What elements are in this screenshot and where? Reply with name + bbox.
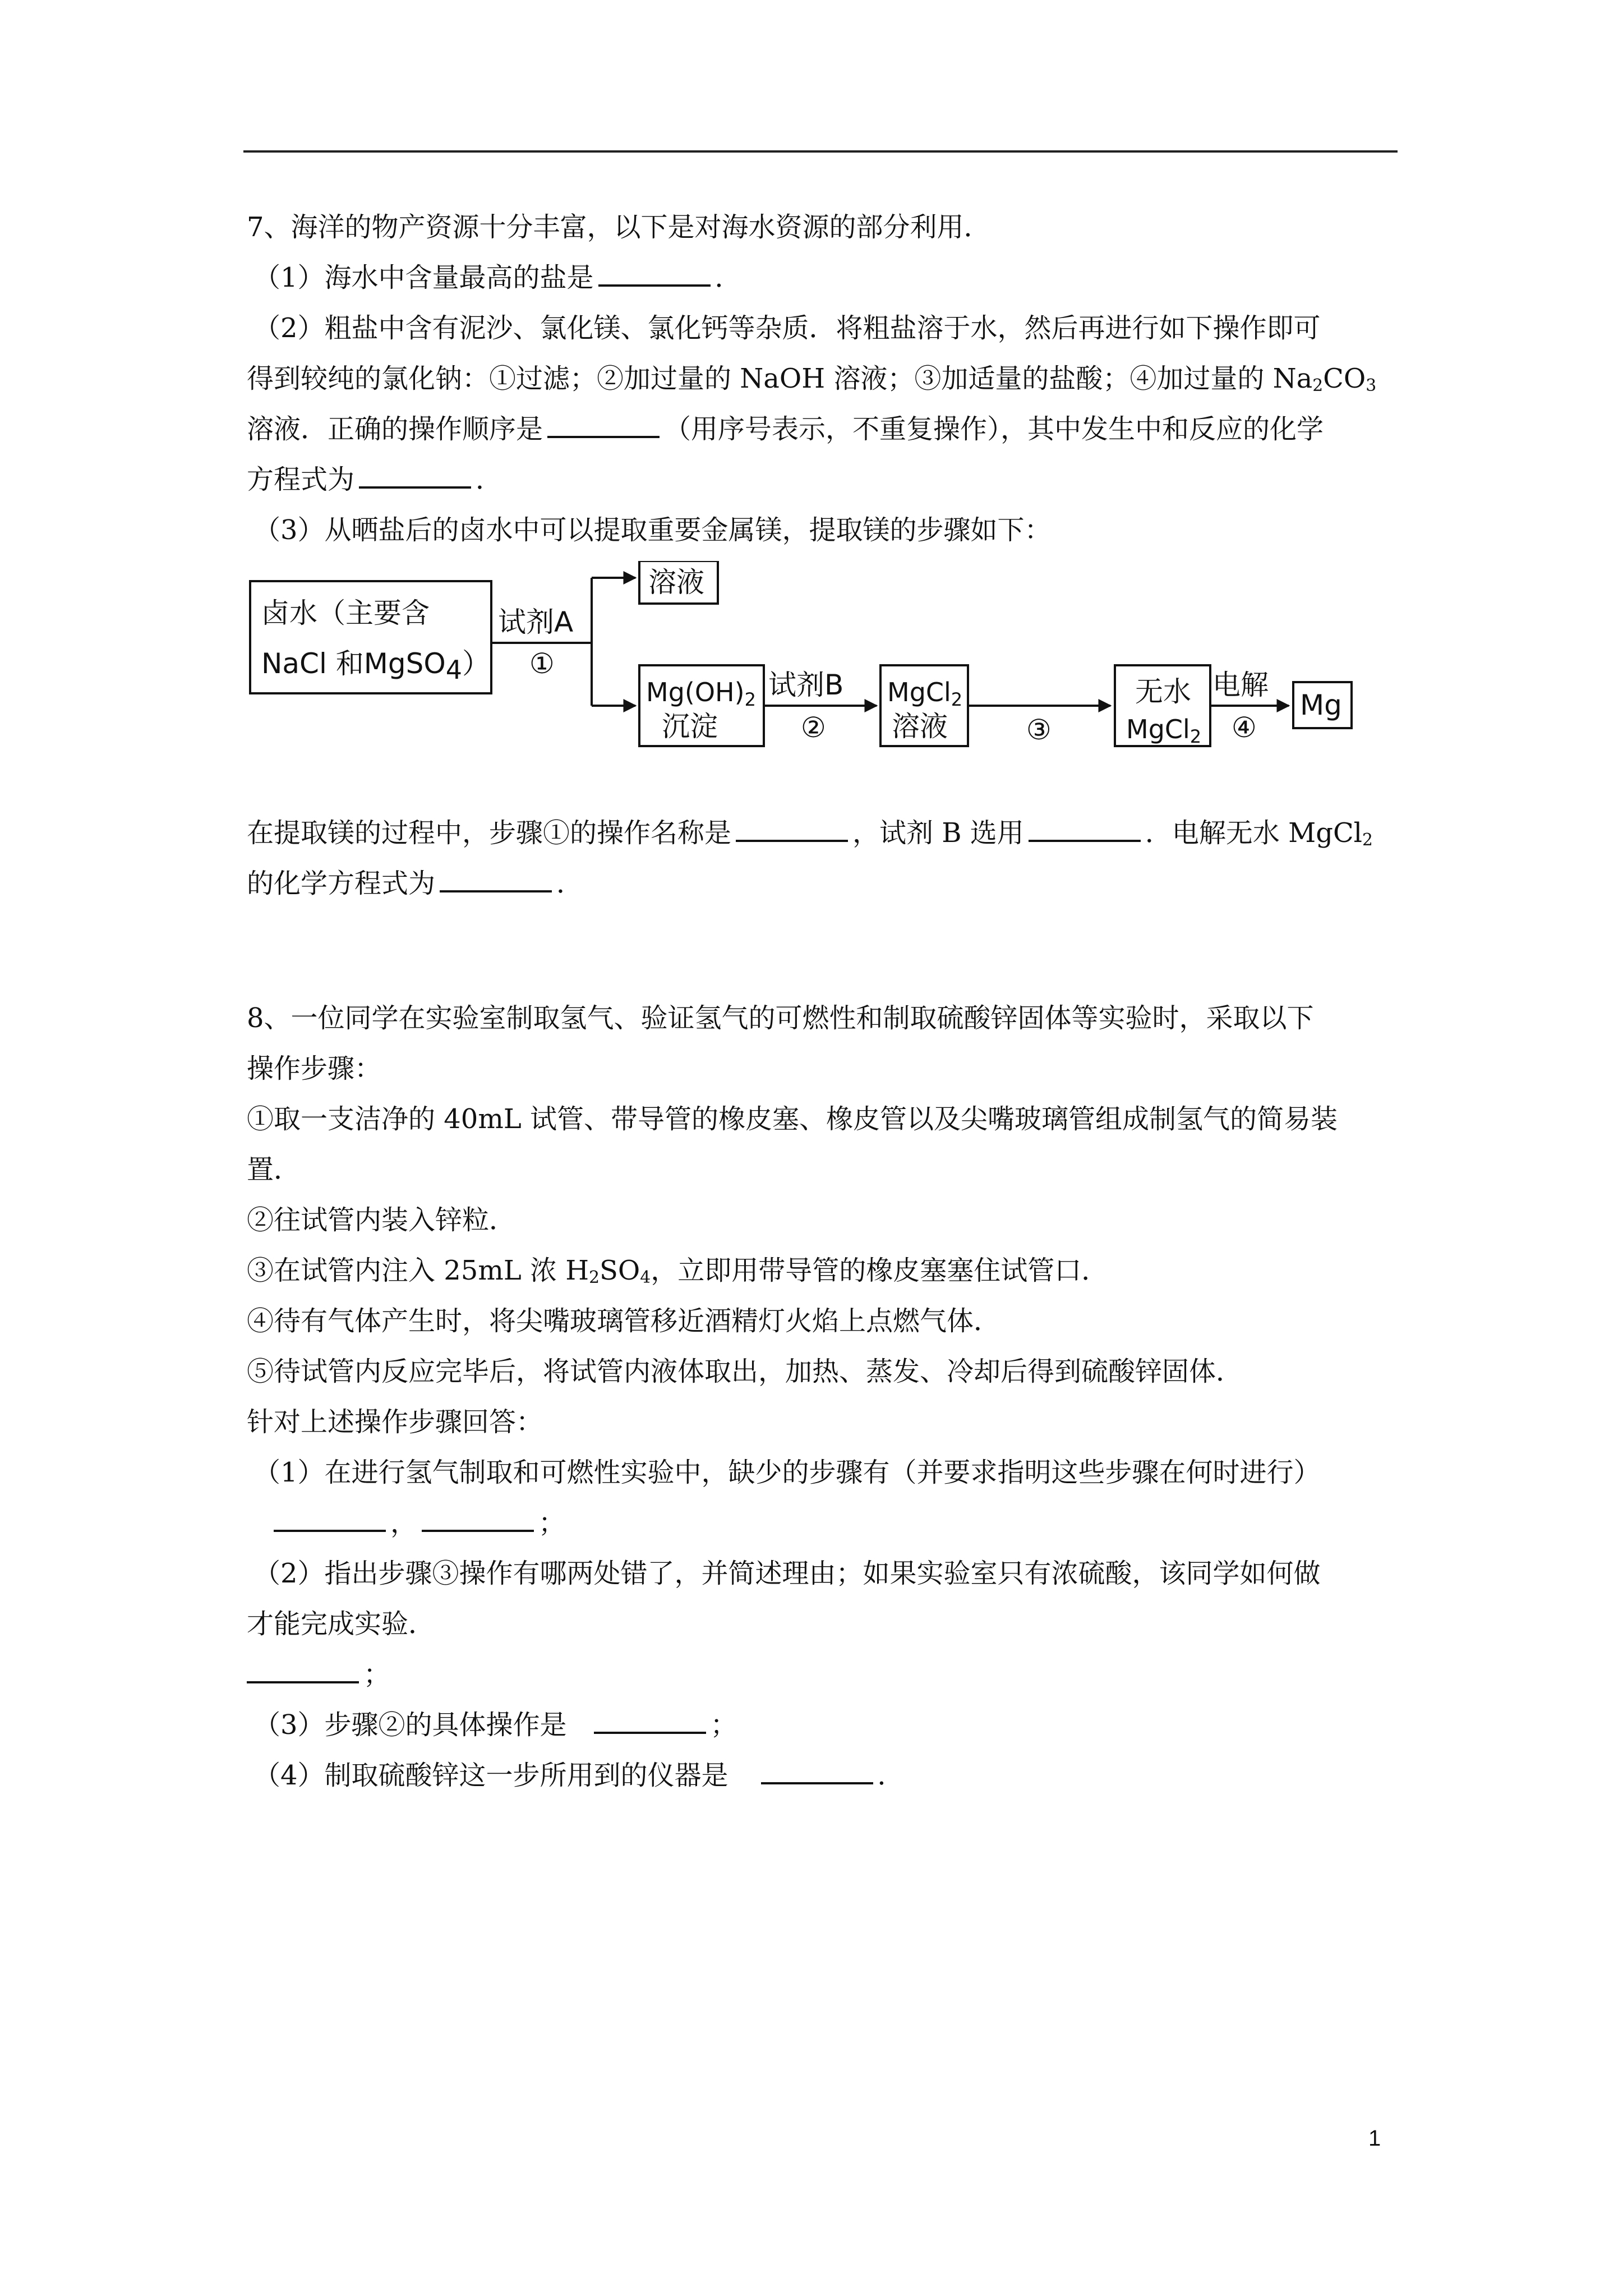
answer-blank[interactable] xyxy=(598,259,711,287)
reagent-b-label: 试剂B xyxy=(768,669,844,701)
anhydrous-mgcl2-label: MgCl2 xyxy=(1126,714,1202,747)
brine-label-line1: 卤水（主要含 xyxy=(261,597,430,629)
q8-step5: ⑤待试管内反应完毕后，将试管内液体取出，加热、蒸发、冷却后得到硫酸锌固体． xyxy=(247,1356,1243,1387)
answer-blank[interactable] xyxy=(274,1504,386,1532)
page-number: 1 xyxy=(1368,2126,1381,2151)
q7-stem: 7、海洋的物产资源十分丰富，以下是对海水资源的部分利用． xyxy=(247,211,991,243)
electrolysis-label: 电解 xyxy=(1212,669,1269,701)
header-rule xyxy=(243,150,1398,153)
q7-part2-line1: （2）粗盐中含有泥沙、氯化镁、氯化钙等杂质．将粗盐溶于水，然后再进行如下操作即可 xyxy=(253,312,1321,344)
q8-answer4: （4）制取硫酸锌这一步所用到的仪器是 ． xyxy=(247,1750,1398,1801)
brine-label-line2: NaCl 和MgSO4） xyxy=(261,647,490,685)
magnesium-extraction-flowchart xyxy=(247,561,1398,808)
q8-step1-line1: ①取一支洁净的 40mL 试管、带导管的橡皮塞、橡皮管以及尖嘴玻璃管组成制氢气的简易装 xyxy=(247,1103,1338,1135)
solution-label: 溶液 xyxy=(648,566,704,599)
precipitate-label: 沉淀 xyxy=(662,710,718,743)
step-3-label: ③ xyxy=(1026,714,1052,746)
mgcl2-solution-label: 溶液 xyxy=(892,710,948,743)
answer-blank[interactable] xyxy=(1029,814,1141,842)
document-body xyxy=(247,202,1398,1801)
q8-answer1-line1: （1）在进行氢气制取和可燃性实验中，缺少的步骤有（并要求指明这些步骤在何时进行） xyxy=(253,1457,1321,1488)
q7-part4-line1: 在提取镁的过程中，步骤①的操作名称是 ，试剂 B 选用 ．电解无水 MgCl$_2$ xyxy=(247,808,1398,858)
q8-step4: ④待有气体产生时，将尖嘴玻璃管移近酒精灯火焰上点燃气体． xyxy=(247,1305,1001,1337)
q8-stem-line2: 操作步骤： xyxy=(247,1053,382,1084)
answer-blank[interactable] xyxy=(736,814,848,842)
q7-part2-line4: 方程式为 ． xyxy=(247,454,1398,505)
answer-blank[interactable] xyxy=(359,461,471,489)
q8-answer2-line2: 才能完成实验． xyxy=(247,1608,436,1640)
q7-part1: （1）海水中含量最高的盐是 ． xyxy=(247,252,1398,303)
q8-step1-line2: 置． xyxy=(247,1154,301,1185)
q7-part3: （3）从晒盐后的卤水中可以提取重要金属镁，提取镁的步骤如下： xyxy=(253,514,1052,546)
answer-blank[interactable] xyxy=(547,410,660,438)
q8-intro: 针对上述操作步骤回答： xyxy=(247,1406,543,1438)
answer-blank[interactable] xyxy=(247,1655,359,1683)
step-4-label: ④ xyxy=(1232,711,1257,744)
q8-stem-line1: 8、一位同学在实验室制取氢气、验证氢气的可燃性和制取硫酸锌固体等实验时，采取以下 xyxy=(247,1002,1314,1034)
mg-label: Mg xyxy=(1300,689,1342,721)
q8-answer1-line2: ， ； xyxy=(247,1498,1398,1548)
q7-part2-line2: 得到较纯的氯化钠：①过滤；②加过量的 NaOH 溶液；③加适量的盐酸；④加过量的 $Na_2CO_3$ xyxy=(247,363,1377,395)
mgcl2-label: MgCl2 xyxy=(887,677,963,710)
step-1-label: ① xyxy=(529,647,555,680)
q8-step2: ②往试管内装入锌粒． xyxy=(247,1204,517,1236)
step-2-label: ② xyxy=(801,711,826,744)
q8-answer2-line1: （2）指出步骤③操作有哪两处错了，并简述理由；如果实验室只有浓硫酸，该同学如何做 xyxy=(253,1558,1321,1589)
answer-blank[interactable] xyxy=(761,1756,873,1784)
q8-answer3: （3）步骤②的具体操作是 ； xyxy=(247,1700,1398,1750)
q7-part2-line3: 溶液．正确的操作顺序是 （用序号表示，不重复操作），其中发生中和反应的化学 xyxy=(247,404,1398,454)
mgoh2-label: Mg(OH)2 xyxy=(646,677,756,710)
q8-answer2-line3: ； xyxy=(247,1649,1398,1700)
answer-blank[interactable] xyxy=(440,864,552,892)
answer-blank[interactable] xyxy=(422,1504,534,1532)
answer-blank[interactable] xyxy=(594,1706,706,1734)
anhydrous-label: 无水 xyxy=(1135,675,1191,708)
q8-step3: ③在试管内注入 25mL 浓 $H_2SO_4$，立即用带导管的橡皮塞塞住试管口． xyxy=(247,1255,1109,1287)
reagent-a-label: 试剂A xyxy=(498,606,574,638)
q7-part4-line2: 的化学方程式为 ． xyxy=(247,858,1398,909)
